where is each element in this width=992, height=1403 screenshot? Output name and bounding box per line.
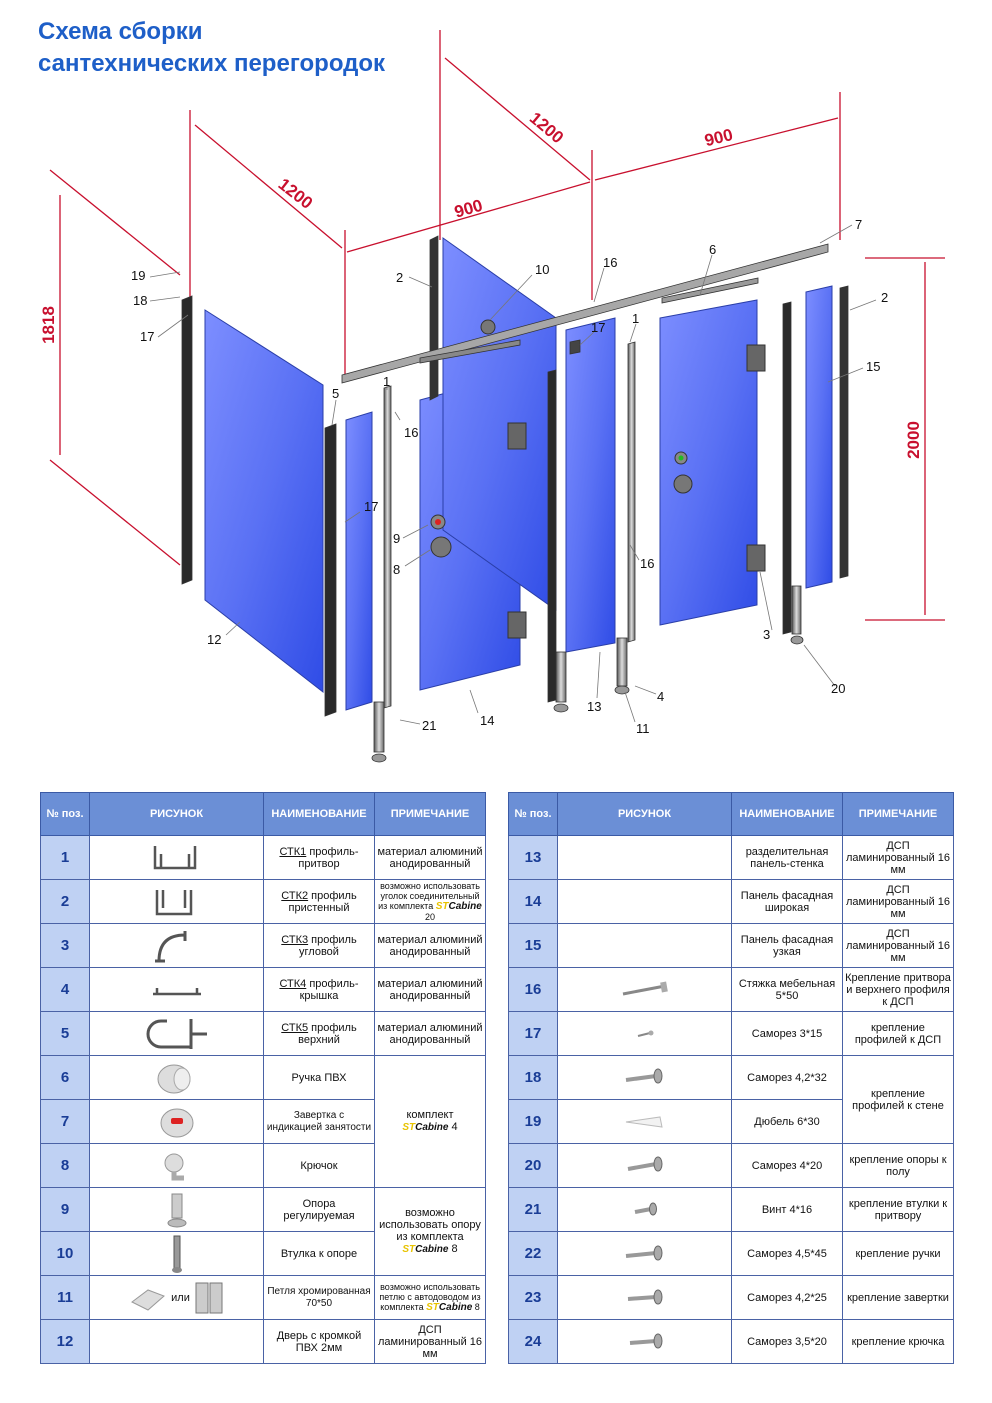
dim-depth-left: 1200 [274, 174, 317, 213]
table-row [41, 1320, 486, 1364]
title-line-2: сантехнических перегородок [38, 50, 386, 77]
callout-20: 20 [831, 681, 846, 696]
small-screw-icon [558, 1188, 732, 1232]
header-picture: РИСУНОК [558, 793, 732, 836]
row-num: 8 [41, 1144, 90, 1188]
row-num: 24 [509, 1320, 558, 1364]
row-note: материал алюминий анодированный [375, 968, 486, 1012]
row-num: 5 [41, 1012, 90, 1056]
callout-8: 10 [535, 262, 550, 277]
parts-table-right [508, 792, 954, 1364]
row-note: ДСП ламинированный 16 мм [843, 880, 954, 924]
profile-wall-icon [90, 880, 264, 924]
screw-icon [558, 1056, 732, 1100]
row-num: 19 [509, 1100, 558, 1144]
screw-icon [558, 1276, 732, 1320]
row-note: крепление профилей к ДСП [843, 1012, 954, 1056]
callout-4: 6 [709, 242, 717, 257]
dim-width-right: 900 [702, 125, 735, 151]
row-note: Крепление притвора и верхнего профиля к ДСП [843, 968, 954, 1012]
header-note: ПРИМЕЧАНИЕ [843, 793, 954, 836]
row-note: крепление втулки к притвору [843, 1188, 954, 1232]
callout-19: 19 [131, 268, 146, 283]
profile-cap-icon [90, 968, 264, 1012]
row-name: СТК1 профиль-притвор [264, 836, 375, 880]
panel-14 [566, 318, 615, 652]
row-note: материал алюминий анодированный [375, 924, 486, 968]
group-note-kit4: комплект STCabine 4 [375, 1056, 486, 1188]
profile-u-icon [90, 836, 264, 880]
dowel-icon [558, 1100, 732, 1144]
leg-icon [90, 1188, 264, 1232]
table-row [509, 1320, 954, 1364]
row-name: Саморез 3*15 [732, 1012, 843, 1056]
callout-17-a: 17 [140, 329, 155, 344]
row-num: 20 [509, 1144, 558, 1188]
callout-16-b: 16 [603, 255, 618, 270]
table-row [41, 836, 486, 880]
table-row [509, 968, 954, 1012]
header-picture: РИСУНОК [90, 793, 264, 836]
panel-15-left [346, 412, 372, 710]
table-row [41, 1056, 486, 1100]
header-num: № поз. [41, 793, 90, 836]
row-name: Втулка к опоре [264, 1232, 375, 1276]
row-note: возможно использовать уголок соединительный из комплекта STCabine 20 [375, 880, 486, 924]
callout-6: 8 [393, 562, 401, 577]
callout-10: 4 [657, 689, 665, 704]
row-num: 7 [41, 1100, 90, 1144]
callout-18: 18 [133, 293, 148, 308]
row-num: 12 [41, 1320, 90, 1364]
row-note: материал алюминий анодированный [375, 1012, 486, 1056]
row-num: 22 [509, 1232, 558, 1276]
row-name: разделительная панель-стенка [732, 836, 843, 880]
handle-icon [90, 1056, 264, 1100]
row-name: Опора регулируемая [264, 1188, 375, 1232]
panel-15-right [806, 286, 832, 588]
table-row [41, 968, 486, 1012]
row-num: 16 [509, 968, 558, 1012]
row-name: СТК4 профиль-крышка [264, 968, 375, 1012]
callout-17-b: 17 [364, 499, 379, 514]
row-num: 9 [41, 1188, 90, 1232]
panel-13 [205, 310, 323, 692]
row-num: 6 [41, 1056, 90, 1100]
group-note-wall: крепление профилей к стене [843, 1056, 954, 1144]
header-note: ПРИМЕЧАНИЕ [375, 793, 486, 836]
row-note: ДСП ламинированный 16 мм [375, 1320, 486, 1364]
row-name: Стяжка мебельная 5*50 [732, 968, 843, 1012]
row-name: СТК5 профиль верхний [264, 1012, 375, 1056]
screw-icon [558, 1232, 732, 1276]
row-num: 10 [41, 1232, 90, 1276]
row-note: ДСП ламинированный 16 мм [843, 836, 954, 880]
row-num: 2 [41, 880, 90, 924]
callout-3: 5 [332, 386, 340, 401]
row-name: Дюбель 6*30 [732, 1100, 843, 1144]
screw-icon [558, 1320, 732, 1364]
table-row [41, 1188, 486, 1232]
callout-15: 15 [866, 359, 881, 374]
row-name: Дверь с кромкой ПВХ 2мм [264, 1320, 375, 1364]
row-name: СТК2 профиль пристенный [264, 880, 375, 924]
latch-icon [90, 1100, 264, 1144]
row-note: крепление крючка [843, 1320, 954, 1364]
tiny-screw-icon [558, 1012, 732, 1056]
hook-icon [90, 1144, 264, 1188]
callout-17-c: 17 [591, 320, 606, 335]
row-name: Саморез 3,5*20 [732, 1320, 843, 1364]
callout-1-b: 1 [632, 311, 640, 326]
row-num: 4 [41, 968, 90, 1012]
title-line-1: Схема сборки [38, 18, 203, 45]
callout-13: 12 [207, 632, 222, 647]
row-num: 1 [41, 836, 90, 880]
panels [205, 238, 832, 710]
row-num: 15 [509, 924, 558, 968]
row-name: Саморез 4,2*25 [732, 1276, 843, 1320]
row-num: 21 [509, 1188, 558, 1232]
parts-table-left [40, 792, 486, 1364]
row-name: Ручка ПВХ [264, 1056, 375, 1100]
profile-corner-icon [90, 924, 264, 968]
row-note: крепление ручки [843, 1232, 954, 1276]
table-row [41, 880, 486, 924]
table-row [509, 836, 954, 880]
row-num: 3 [41, 924, 90, 968]
callout-1-a: 1 [383, 374, 391, 389]
callout-16-a: 16 [404, 425, 419, 440]
row-name: Панель фасадная широкая [732, 880, 843, 924]
row-name: Крючок [264, 1144, 375, 1188]
table-row [509, 1056, 954, 1100]
table-row [41, 1276, 486, 1320]
table-row [509, 924, 954, 968]
callout-21: 21 [422, 718, 437, 733]
row-name: СТК3 профиль угловой [264, 924, 375, 968]
group-note-kit8: возможно использовать опору из комплекта STCabine 8 [375, 1188, 486, 1276]
table-row [41, 1012, 486, 1056]
table-row [509, 1232, 954, 1276]
door-right [660, 300, 757, 625]
screw-icon [558, 1144, 732, 1188]
header-num: № поз. [509, 793, 558, 836]
dim-height-right: 2000 [904, 421, 923, 459]
callout-7: 9 [393, 531, 401, 546]
row-name: Панель фасадная узкая [732, 924, 843, 968]
row-note: ДСП ламинированный 16 мм [843, 924, 954, 968]
callout-14: 13 [587, 699, 602, 714]
callout-9: 11 [636, 721, 650, 736]
hinge-icon [90, 1276, 264, 1320]
row-name: Саморез 4*20 [732, 1144, 843, 1188]
row-note: крепление опоры к полу [843, 1144, 954, 1188]
callout-2-a: 2 [396, 270, 404, 285]
callout-2-b: 2 [881, 290, 889, 305]
row-note: возможно использовать петлю с автодоводом из комплекта STCabine 8 [375, 1276, 486, 1320]
row-note: материал алюминий анодированный [375, 836, 486, 880]
header-name: НАИМЕНОВАНИЕ [264, 793, 375, 836]
table-row [41, 924, 486, 968]
row-note: крепление завертки [843, 1276, 954, 1320]
row-num: 14 [509, 880, 558, 924]
row-name: Саморез 4,2*32 [732, 1056, 843, 1100]
row-name: Саморез 4,5*45 [732, 1232, 843, 1276]
profile-top-icon [90, 1012, 264, 1056]
callout-5: 7 [855, 217, 863, 232]
row-name: Петля хромированная 70*50 [264, 1276, 375, 1320]
callout-12: 14 [480, 713, 495, 728]
dim-height-left: 1818 [39, 306, 58, 344]
hinge-or-label: или [171, 1291, 190, 1304]
row-num: 13 [509, 836, 558, 880]
row-num: 11 [41, 1276, 90, 1320]
table-row [509, 1276, 954, 1320]
table-row [509, 880, 954, 924]
row-name: Завертка с индикацией занятости [264, 1100, 375, 1144]
table-row [509, 1144, 954, 1188]
header-name: НАИМЕНОВАНИЕ [732, 793, 843, 836]
table-row [509, 1188, 954, 1232]
row-num: 23 [509, 1276, 558, 1320]
row-name: Винт 4*16 [732, 1188, 843, 1232]
dim-width-left: 900 [452, 195, 485, 222]
long-screw-icon [558, 968, 732, 1012]
sleeve-icon [90, 1232, 264, 1276]
table-row [509, 1012, 954, 1056]
dim-depth-right: 1200 [525, 108, 568, 148]
callout-11: 3 [763, 627, 771, 642]
row-num: 18 [509, 1056, 558, 1100]
row-num: 17 [509, 1012, 558, 1056]
callout-16-c: 16 [640, 556, 655, 571]
